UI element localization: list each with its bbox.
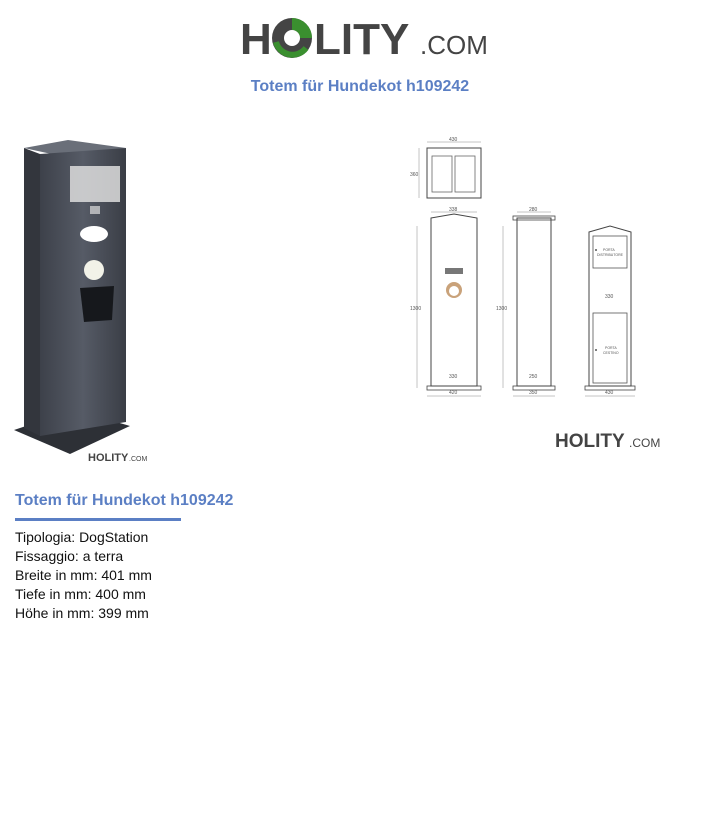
technical-drawing	[405, 128, 655, 408]
logo-letter-h: H	[240, 15, 272, 64]
dim-side-inner: 250	[529, 374, 538, 380]
dim-top-height: 360	[410, 172, 419, 178]
logo-suffix: .COM	[420, 30, 488, 60]
logo-o-icon	[272, 18, 312, 58]
dim-back-base: 430	[605, 390, 614, 396]
svg-text:HOLITY: HOLITY	[555, 431, 625, 452]
dim-back-inner: 330	[605, 294, 614, 300]
dim-front-base: 420	[449, 390, 458, 396]
dim-front-height: 1300	[410, 306, 422, 312]
door-top-label-2: DISTRIBUTORE	[597, 253, 623, 257]
dim-front-inner: 330	[449, 374, 458, 380]
dim-top-width: 430	[449, 137, 458, 143]
dim-front-top: 338	[449, 207, 458, 213]
spec-row: Tiefe in mm: 400 mm	[15, 586, 146, 602]
spec-row: Breite in mm: 401 mm	[15, 567, 152, 583]
spec-row: Fissaggio: a terra	[15, 548, 124, 564]
side-view	[496, 207, 555, 396]
svg-text:HOLITY: HOLITY	[88, 452, 129, 464]
product-image	[10, 130, 150, 470]
holity-logo[interactable]	[240, 12, 488, 64]
page-title: Totem für Hundekot h109242	[250, 78, 470, 95]
front-view	[410, 207, 481, 396]
door-bottom-label-1: PORTA	[605, 346, 617, 350]
svg-text:.COM: .COM	[129, 456, 148, 463]
photo-logo	[88, 450, 148, 464]
holity-logo-small	[555, 428, 665, 452]
svg-text:.COM: .COM	[629, 436, 661, 450]
back-view	[585, 226, 635, 396]
spec-row: Tipologia: DogStation	[15, 529, 149, 545]
title-underline	[15, 518, 181, 521]
door-bottom-label-2: CESTINO	[603, 351, 619, 355]
top-view	[410, 137, 481, 198]
product-title: Totem für Hundekot h109242	[15, 492, 234, 509]
spec-row: Höhe in mm: 399 mm	[15, 605, 149, 621]
spec-list	[15, 528, 152, 623]
dim-side-top: 280	[529, 207, 538, 213]
door-top-label-1: PORTA	[603, 248, 615, 252]
logo-word-rest: LITY	[314, 15, 410, 64]
dim-side-base: 350	[529, 390, 538, 396]
dim-side-height: 1300	[496, 306, 508, 312]
